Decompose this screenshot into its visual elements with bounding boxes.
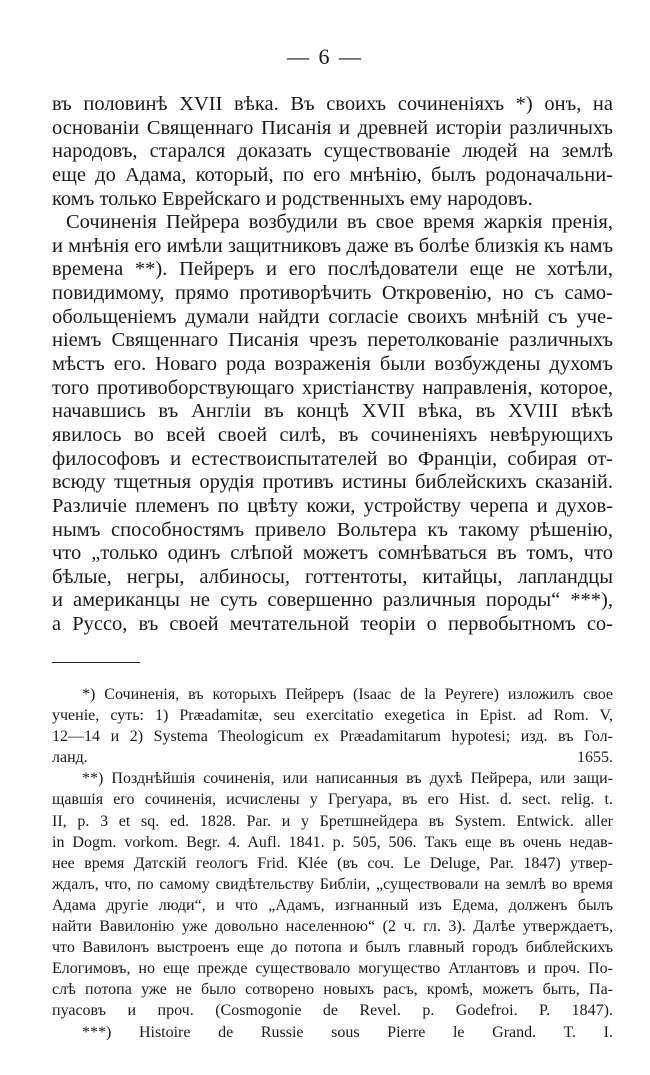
body-line: еще до Адама, который, по его мнѣнію, былъ родоначальни- xyxy=(52,163,613,186)
main-text xyxy=(52,93,613,637)
body-line: и американцы не суть совершенно различныя породы“ ***), xyxy=(52,589,613,612)
footnote-line: ждалъ, что, по самому свидѣтельству Библіи, „существовали на землѣ во время xyxy=(52,875,613,893)
body-line: нымъ способностямъ привело Вольтера къ такому рѣшенію, xyxy=(52,518,613,541)
body-line: времена **). Пейреръ и его послѣдователи еще не хотѣли, xyxy=(52,258,613,281)
footnotes xyxy=(52,684,613,1043)
body-line: явилось во всей своей силѣ, въ сочиненіяхъ невѣрующихъ xyxy=(52,423,613,446)
body-line: Различіе племенъ по цвѣту кожи, устройству черепа и духов- xyxy=(52,494,613,517)
footnote-line: in Dogm. vorkom. Begr. 4. Aufl. 1841. p. 505, 506. Такъ еще въ очень недав- xyxy=(52,833,613,851)
footnote-line: ланд. 1655. xyxy=(52,749,613,767)
body-line: ніемъ Священнаго Писанія чрезъ перетолкованіе различныхъ xyxy=(52,329,613,352)
footnote-line: слѣ потопа уже не было сотворено новыхъ расъ, кромѣ, можетъ быть, Па- xyxy=(52,981,613,999)
footnote-line: Елогимовъ, но еще прежде существовало могущество Атлантовъ и проч. По- xyxy=(52,960,613,978)
body-line: мѣстъ его. Новаго рода возраженія были возбуждены духомъ xyxy=(52,353,613,376)
body-line: въ половинѣ XVII вѣка. Въ своихъ сочиненіяхъ *) онъ, на xyxy=(52,93,613,115)
footnote-line: ученіе, суть: 1) Præadamitæ, seu exercitatio exegetica in Epist. ad Rom. V, xyxy=(52,707,613,725)
footnote-line: нее время Датскій геологъ Frid. Klée (въ соч. Le Deluge, Par. 1847) утвер- xyxy=(52,854,613,872)
body-line: а Руссо, въ своей мечтательной теоріи о первобытномъ со- xyxy=(52,613,613,636)
body-line: и мнѣнія его имѣли защитниковъ даже въ болѣе близкія къ намъ xyxy=(52,234,613,257)
body-line: Сочиненія Пейрера возбудили въ свое время жаркія пренія, xyxy=(66,211,613,234)
page-number: — 6 — xyxy=(287,44,363,69)
body-line: бѣлые, негры, албиносы, готтентоты, китайцы, лапландцы xyxy=(52,565,613,588)
footnote-line: II, p. 3 et sq. ed. 1828. Par. и у Бретшнейдера въ System. Entwick. aller xyxy=(52,812,613,830)
body-line: основаніи Священнаго Писанія и древней исторіи различныхъ xyxy=(52,116,613,139)
body-line: обольщеніемъ думали найдти согласіе своихъ мнѣній съ уче- xyxy=(52,305,613,328)
footnote-line: **) Позднѣйшія сочиненія, или написанныя въ духѣ Пейрера, или защи- xyxy=(82,770,613,788)
body-line: народовъ, старался доказать существованіе людей на землѣ xyxy=(52,140,613,163)
footnote-line: Адама другіе люди“, и что „Адамъ, изгнанный изъ Едема, долженъ былъ xyxy=(52,896,613,914)
body-line: повидимому, прямо противорѣчить Откровенію, но съ само- xyxy=(52,282,613,305)
body-line: того противоборствующаго христіанству направленія, которое, xyxy=(52,376,613,399)
body-line: что „только одинъ слѣпой можетъ сомнѣваться въ томъ, что xyxy=(52,542,613,565)
footnote-line: ***) Histoire de Russie sous Pierre le Grand. T. I. xyxy=(82,1023,613,1041)
footnote-line: щавшія его сочиненія, исчислены у Грегуара, въ его Hist. d. sect. relig. t. xyxy=(52,791,613,809)
body-line: начавшись въ Англіи въ концѣ XVII вѣка, въ XVIII вѣкѣ xyxy=(52,400,613,423)
footnote-line: что Вавилонъ выстроенъ еще до потопа и былъ главный городъ библейскихъ xyxy=(52,939,613,957)
body-line: философовъ и естествоиспытателей во Франціи, собирая от- xyxy=(52,447,613,470)
body-line: комъ только Еврейскаго и родственныхъ ему народовъ. xyxy=(52,187,533,210)
footnote-line: найти Вавилонію уже довольно населенною“ (2 ч. гл. 3). Далѣе утверждаетъ, xyxy=(52,918,613,936)
footnote-separator xyxy=(52,662,140,663)
body-line: всюду тщетныя орудія противъ истины библейскихъ сказаній. xyxy=(52,471,613,494)
footnote-line: пуасовъ и проч. (Cosmogonie de Revel. p. Godefroi. P. 1847). xyxy=(52,1002,613,1020)
footnote-line: 12—14 и 2) Systema Theologicum ex Præadamitarum hypotesi; изд. въ Гол- xyxy=(52,728,613,746)
footnote-line: *) Сочиненія, въ которыхъ Пейреръ (Isaac de la Peyrere) изложилъ свое xyxy=(82,686,613,703)
